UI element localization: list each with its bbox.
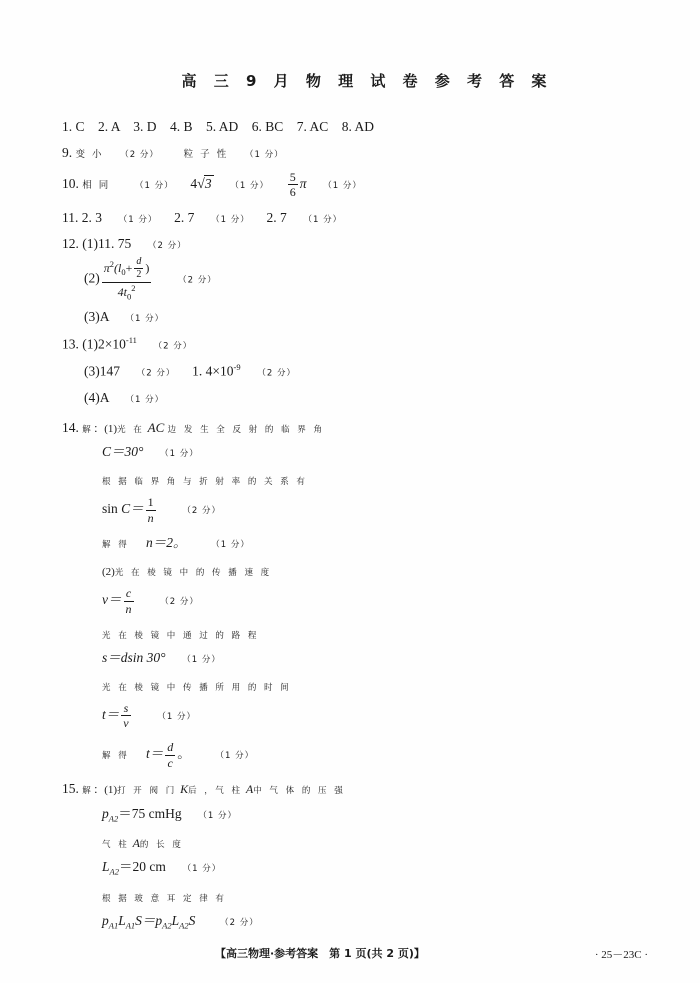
q10-answer-2a: 4	[190, 175, 198, 191]
q9-score-1: （2 分）	[120, 149, 159, 160]
q15-narration-2: 根 据 玻 意 耳 定 律 有	[102, 893, 227, 904]
q14-eq7-var: t＝	[145, 746, 164, 762]
answer-line-14-lead	[62, 420, 642, 437]
q12-formula-numerator	[102, 257, 152, 283]
answer-line-15-eq2	[62, 859, 642, 877]
q15-eq3-l1: L	[118, 912, 126, 928]
q14-eq4-numerator: c	[124, 587, 134, 602]
q14-sin-label: sin	[102, 501, 118, 517]
answer-line-14-eq5	[62, 650, 642, 667]
multiple-choice-answers: 1. C 2. A 3. D 4. B 5. AD 6. BC 7. AC 8. AD	[62, 119, 375, 134]
q11-score-2: （1 分）	[211, 214, 250, 225]
page-title: 高 三 9 月 物 理 试 卷 参 考 答 案	[181, 72, 553, 90]
q15-narration-1c: 的 长 度	[139, 840, 184, 851]
q14-jie: 解	[82, 424, 94, 435]
q15-lead: ：(1)	[93, 784, 118, 797]
answer-line-13-part1	[62, 335, 642, 353]
answer-line-14-part2	[62, 563, 642, 580]
q14-score-3: （1 分）	[211, 540, 250, 551]
q14-eq6-denominator: v	[123, 716, 129, 731]
answer-line-14-eq6	[62, 702, 642, 730]
q9-number: 9.	[62, 144, 73, 160]
answer-line-10: 10. 相 同 （1 分） 4√3 （1 分） $\frac{5}{6}$ π （1 分）	[62, 169, 362, 200]
answer-line-15-eq1	[62, 806, 642, 824]
q14-eq4-denominator: n	[125, 601, 132, 616]
q14-eq4-var: v＝	[102, 592, 122, 608]
q10-fraction-denominator: 6	[289, 185, 296, 200]
answer-line-12-part2	[62, 257, 642, 301]
answer-line-multiple-choice	[62, 119, 642, 136]
q14-eq2-fraction	[146, 496, 156, 524]
q14-equation-3: n＝2。	[145, 535, 187, 551]
q14-part2-cn: 光 在 棱 镜 中 的 传 播 速 度	[114, 568, 272, 579]
q10-answer-2b: 3	[204, 175, 212, 191]
q15-eq3-mid: S＝p	[135, 912, 163, 928]
q14-narration-2: 光 在 棱 镜 中 通 过 的 路 程	[102, 631, 259, 642]
q13-part3b-exponent: -9	[233, 362, 241, 373]
q14-score-6: （1 分）	[157, 712, 196, 723]
q12-formula-fraction	[102, 257, 152, 301]
q14-score-4: （2 分）	[160, 597, 199, 608]
q14-ac-label: AC	[147, 419, 165, 435]
q12-part1: (1)11. 75	[82, 235, 132, 251]
q14-part2-label: (2)	[102, 566, 115, 579]
answer-line-14-narr3	[62, 678, 642, 695]
footer-code: · 25－23C ·	[594, 949, 648, 961]
answer-line-12-part3	[62, 309, 642, 326]
q12-inner-fraction	[134, 257, 143, 281]
q12-score-3: （1 分）	[125, 314, 165, 324]
q11-score-1: （1 分）	[118, 214, 158, 225]
q15-eq2-l: L	[102, 859, 110, 875]
q12-l-term: (l	[114, 260, 122, 275]
q10-answer-1: 相 同	[82, 179, 111, 191]
answer-line-9	[62, 145, 642, 162]
q15-lead-cn2: 后 ，气 柱	[188, 786, 243, 797]
q15-number: 15.	[62, 781, 79, 797]
q14-solve-label-2: 解 得	[102, 751, 130, 762]
q15-gas-label: A	[245, 782, 254, 797]
answer-line-14-eq4	[62, 587, 642, 615]
q14-score-7: （1 分）	[215, 751, 255, 762]
answer-line-13-part4	[62, 390, 642, 407]
q12-part3: (3)A	[84, 309, 109, 324]
document-content	[62, 70, 642, 940]
q15-eq1-p: p	[102, 806, 109, 822]
q9-answer-2: 粒 子 性	[183, 148, 229, 160]
q13-part3b: 1. 4×10	[192, 363, 234, 379]
q14-eq7-period: 。	[177, 746, 191, 762]
q14-eq7-denominator: c	[167, 755, 173, 770]
q12-plus: +	[125, 260, 133, 275]
q10-score-1: （1 分）	[135, 180, 174, 191]
q15-eq3-l2: L	[171, 912, 180, 928]
q14-narration-3: 光 在 棱 镜 中 传 播 所 用 的 时 间	[102, 683, 292, 693]
q12-l-subscript: 0	[121, 266, 126, 277]
q15-eq1-value: ＝75 cmHg	[118, 806, 182, 822]
answer-line-14-eq1	[62, 444, 642, 461]
answer-line-15-narr1	[62, 835, 642, 852]
q14-eq7-fraction	[165, 741, 175, 769]
q14-narration-1: 根 据 临 界 角 与 折 射 率 的 关 系 有	[102, 477, 308, 488]
q14-score-2: （2 分）	[182, 506, 222, 517]
q15-jie: 解	[82, 786, 94, 797]
q10-score-2: （1 分）	[230, 180, 269, 191]
q15-eq2-subscript: A2	[109, 867, 119, 877]
q13-score-3a: （2 分）	[136, 368, 176, 379]
q15-score-1: （1 分）	[198, 811, 237, 822]
q15-eq3-sub1: A1	[108, 920, 119, 931]
q14-lead-cn: 光 在	[117, 424, 145, 435]
q13-part1-exponent: -11	[125, 334, 137, 345]
q15-valve-label: K	[180, 782, 189, 797]
q11-score-3: （1 分）	[303, 214, 343, 225]
q12-t-exponent: 2	[131, 282, 136, 293]
q12-formula-denominator	[102, 283, 152, 301]
answer-line-14-eq2	[62, 496, 642, 524]
q15-eq3-sub3: A2	[162, 920, 172, 931]
q14-eq7-numerator: d	[167, 740, 174, 755]
answer-line-12-part1	[62, 236, 642, 253]
answer-line-15-narr2	[62, 889, 642, 906]
q11-answer-3: 2. 7	[266, 209, 287, 225]
answer-line-14-narr2	[62, 626, 642, 643]
q12-inner-numerator: d	[134, 257, 143, 270]
q13-score-1: （2 分）	[153, 341, 193, 352]
q12-number: 12.	[62, 235, 79, 251]
q15-narration-1a: 气 柱	[102, 840, 130, 851]
answer-line-15-lead	[62, 781, 642, 798]
q12-t-term: 4t	[117, 284, 127, 299]
q15-lead-cn3: 中 气 体 的 压 强	[253, 786, 346, 797]
q14-number: 14.	[62, 419, 79, 435]
q14-equation-5: s＝dsin 30°	[102, 650, 166, 666]
answer-line-14-eq7	[62, 741, 642, 769]
q14-eq2-denominator: n	[147, 510, 154, 525]
q13-part4: (4)A	[84, 389, 109, 405]
q14-score-1: （1 分）	[160, 449, 199, 460]
q13-score-4: （1 分）	[125, 394, 165, 405]
q15-eq3-sub4: A2	[179, 920, 189, 931]
q12-inner-denominator: 2	[136, 269, 142, 281]
q14-lead-cn2: 边 发 生 全 反 射 的 临 界 角	[167, 424, 325, 435]
q14-eq6-numerator: s	[121, 702, 130, 717]
answer-line-15-eq3	[62, 913, 642, 931]
q12-close-paren: )	[145, 260, 150, 275]
q12-score-2: （2 分）	[178, 274, 217, 285]
q13-score-3b: （2 分）	[257, 368, 296, 379]
q15-eq3-p1: p	[102, 912, 109, 928]
q14-lead: ：(1)	[93, 422, 118, 435]
q14-eq6-fraction	[121, 702, 130, 730]
q15-eq3-sub2: A1	[125, 920, 136, 931]
q10-fraction	[288, 171, 298, 199]
q14-eq4-fraction	[124, 587, 134, 615]
q10-score-3: （1 分）	[323, 180, 362, 191]
q15-narration-1-label: A	[132, 836, 140, 851]
q15-eq1-subscript: A2	[108, 813, 119, 824]
q15-eq3-s: S	[188, 912, 196, 928]
q13-number: 13.	[62, 336, 79, 352]
answer-line-14-narr1	[62, 472, 642, 489]
q10-pi-symbol: π	[299, 175, 307, 191]
q13-part1: (1)2×10	[82, 336, 126, 352]
q14-eq2-numerator: 1	[147, 495, 154, 510]
q14-eq2-var: C＝	[121, 501, 144, 517]
q10-fraction-numerator: 5	[289, 169, 296, 184]
q15-eq2-value: ＝20 cm	[118, 859, 166, 875]
q12-score-1: （2 分）	[148, 240, 187, 251]
q15-score-2: （1 分）	[182, 864, 222, 875]
q12-pi: π	[103, 260, 110, 275]
q14-eq6-var: t＝	[102, 707, 120, 723]
q15-lead-cn: 打 开 阀 门	[117, 786, 177, 797]
q12-pi-exponent: 2	[109, 258, 115, 269]
q11-number: 11.	[62, 209, 79, 225]
q9-answer-1: 变 小	[75, 148, 104, 160]
q11-answer-2: 2. 7	[174, 209, 195, 225]
q14-score-5: （1 分）	[182, 655, 221, 666]
q14-solve-label: 解 得	[102, 540, 130, 551]
q12-t-subscript: 0	[126, 291, 132, 302]
q9-score-2: （1 分）	[244, 149, 284, 160]
q11-answer-1: 2. 3	[81, 209, 102, 225]
answer-line-13-part3	[62, 362, 642, 380]
q10-number: 10.	[62, 175, 79, 191]
q12-part2-label: (2)	[84, 269, 100, 285]
q14-equation-1: C＝30°	[102, 444, 144, 460]
answer-line-14-eq3	[62, 535, 642, 552]
footer-page-info: 【高三物理·参考答案 第 1 页(共 2 页)】	[215, 947, 425, 960]
q15-score-3: （2 分）	[220, 917, 259, 928]
answer-line-11	[62, 210, 642, 227]
q13-part3a: (3)147	[84, 363, 120, 379]
